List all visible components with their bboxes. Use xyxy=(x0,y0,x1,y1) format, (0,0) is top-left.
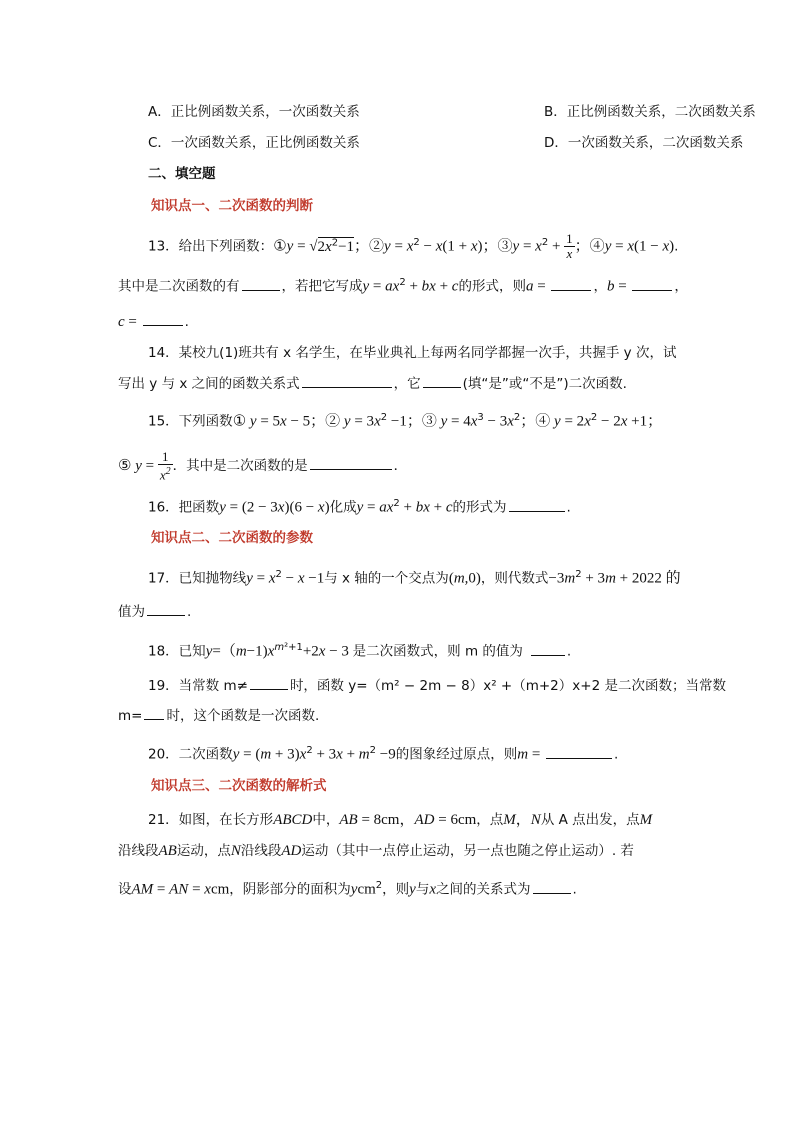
q20-line: 20．二次函数$y = (m + 3)x^2 + 3x + m^2 -9$的图象经过原点，则m = . xyxy=(148,745,619,763)
knowledge-point-3: 知识点三、二次函数的解析式 xyxy=(151,778,327,794)
section-heading: 二、填空题 xyxy=(148,166,216,182)
answer-blank[interactable] xyxy=(144,705,164,720)
q19-line2: m= 时，这个函数是一次函数. xyxy=(118,705,675,726)
options-row-1 xyxy=(148,102,756,122)
answer-blank[interactable] xyxy=(509,497,565,512)
answer-blank-a[interactable] xyxy=(551,276,591,291)
q16-line: 16．把函数y = (2 − 3x)(6 − x)化成$y = ax^2$ + bx + c的形式为 . xyxy=(148,498,571,516)
answer-blank[interactable] xyxy=(546,744,612,759)
option-c: C．一次函数关系，正比例函数关系 xyxy=(148,135,360,151)
answer-blank[interactable] xyxy=(423,373,461,388)
answer-blank[interactable] xyxy=(242,276,280,291)
answer-blank[interactable] xyxy=(533,879,571,894)
q13-line1: 13．给出下列函数：①y = $√2x^2-1$；②y = $x^2 - x(1 + x)$；③y = $x^2$ + $\frac{1}{x}$ ；④y = x(1 − x). xyxy=(148,231,679,261)
answer-blank-b[interactable] xyxy=(632,276,672,291)
q14-line1: 14．某校九(1)班共有 x 名学生，在毕业典礼上每两名同学都握一次手，共握手 y 次，试 xyxy=(148,345,677,361)
q14-line2: 写出 y 与 x 之间的函数关系式 ，它 (填“是”或“不是”)二次函数. xyxy=(118,373,675,394)
option-a: A．正比例函数关系，一次函数关系 xyxy=(148,104,360,120)
knowledge-point-2: 知识点二、二次函数的参数 xyxy=(151,530,313,546)
answer-blank[interactable] xyxy=(531,641,565,656)
q18-line: 18．已知$y=(m-1)x^{m^2+1}+2x - 3$ 是二次函数式，则 m 的值为 . xyxy=(148,642,572,660)
options-row-2 xyxy=(148,133,744,153)
answer-blank-c[interactable] xyxy=(143,311,183,326)
q17-line1: 17．已知抛物线$y = x^2 - x -1$与 x 轴的一个交点为(m,0)，则代数式$-3m^2 + 3m + 2022$ 的 xyxy=(148,569,681,587)
q21-line1: 21．如图，在长方形ABCD中，AB = 8cm，AD = 6cm，点M，N从 A 点出发，点M xyxy=(148,812,653,828)
q21-line2: 沿线段AB运动，点N沿线段AD运动（其中一点停止运动，另一点也随之停止运动）. 若 xyxy=(118,843,634,859)
answer-blank[interactable] xyxy=(310,455,392,470)
knowledge-point-1: 知识点一、二次函数的判断 xyxy=(151,198,313,214)
q13-line2: 其中是二次函数的有 ，若把它写成$y = ax^2$ + bx + c的形式，则a = ，b = ， xyxy=(118,277,688,295)
q13-line3: c = . xyxy=(118,311,675,332)
option-d: D．一次函数关系，二次函数关系 xyxy=(544,135,744,151)
q15-line2: ⑤ y = $\frac{1}{x^2}$ ．其中是二次函数的是 ． xyxy=(118,449,408,483)
q21-line3: 设AM = AN = xcm，阴影部分的面积为ycm$^2$，则y与x之间的关系式为 . xyxy=(118,880,577,898)
q17-line2: 值为 . xyxy=(118,601,675,622)
answer-blank[interactable] xyxy=(147,601,185,616)
option-b: B．正比例函数关系，二次函数关系 xyxy=(544,104,756,120)
answer-blank[interactable] xyxy=(250,675,288,690)
answer-blank[interactable] xyxy=(302,373,392,388)
q19-line1: 19．当常数 m≠ 时，函数 y=（m² − 2m − 8）x² +（m+2）x+2 是二次函数；当常数 xyxy=(148,675,675,696)
q15-line1: 15．下列函数① y = 5x − 5；② $y = 3x^2 -1$；③ $y = 4x^3 - 3x^2$；④ $y = 2x^2 - 2x +1$； xyxy=(148,412,663,430)
